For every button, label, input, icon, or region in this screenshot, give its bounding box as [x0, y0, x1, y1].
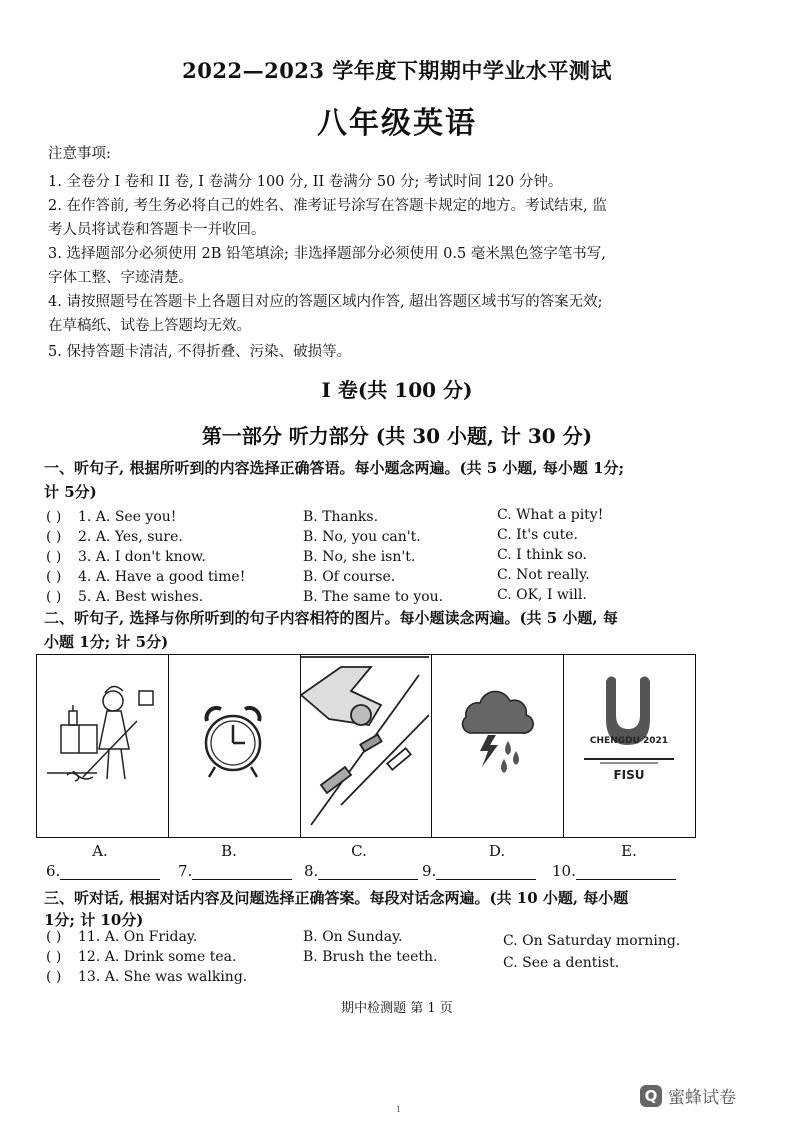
answer-blank-6[interactable]: 6.	[46, 862, 160, 880]
option-c: C. I think so.	[497, 547, 587, 563]
note-line: 字体工整、字迹清楚。	[48, 270, 193, 286]
option-c: C. OK, I will.	[497, 587, 587, 603]
logo-sub-text: FISU	[613, 768, 645, 782]
section2-instruction-cont: 小题 1分; 计 5分)	[44, 633, 169, 651]
option-b: B. On Sunday.	[303, 929, 403, 945]
picture-table	[36, 654, 696, 838]
option-a: 12. A. Drink some tea.	[78, 949, 237, 965]
answer-paren[interactable]: ( )	[46, 569, 62, 585]
option-b: B. Of course.	[303, 569, 396, 585]
note-line: 在草稿纸、试卷上答题均无效。	[48, 318, 251, 334]
section3-instruction-cont: 1分; 计 10分)	[44, 911, 144, 929]
option-b: B. The same to you.	[303, 589, 444, 605]
section2-instruction: 二、听句子, 选择与你所听到的句子内容相符的图片。每小题读念两遍。(共 5 小题, 每	[44, 609, 618, 627]
option-b: B. Thanks.	[303, 509, 379, 525]
option-a: 13. A. She was walking.	[78, 969, 248, 985]
watermark-text: 蜜蜂试卷	[668, 1088, 736, 1108]
answer-paren[interactable]: ( )	[46, 589, 62, 605]
answer-paren[interactable]: ( )	[46, 549, 62, 565]
option-c: C. See a dentist.	[503, 955, 620, 971]
picture-caption: E.	[621, 842, 637, 860]
option-b: B. Brush the teeth.	[303, 949, 438, 965]
picture-caption: B.	[221, 842, 237, 860]
option-a: 5. A. Best wishes.	[78, 589, 204, 605]
notes-heading: 注意事项:	[48, 146, 111, 162]
answer-blank-7[interactable]: 7.	[178, 862, 292, 880]
page-mark: 1	[396, 1105, 402, 1114]
hand-litter-icon	[301, 655, 429, 835]
exam-title: 2022—2023 学年度下期期中学业水平测试	[182, 58, 612, 83]
option-a: 1. A. See you!	[78, 509, 177, 525]
alarm-clock-icon	[169, 655, 297, 835]
universiade-logo	[564, 655, 694, 835]
picture-c[interactable]	[301, 655, 433, 837]
answer-blank-10[interactable]: 10.	[552, 862, 676, 880]
section1-instruction-cont: 计 5分)	[44, 483, 97, 501]
note-line: 1. 全卷分 I 卷和 II 卷, I 卷满分 100 分, II 卷满分 50 分; 考试时间 120 分钟。	[48, 174, 563, 190]
picture-caption: C.	[351, 842, 367, 860]
option-c: C. On Saturday morning.	[503, 933, 681, 949]
picture-caption: D.	[488, 842, 506, 860]
option-c: C. It's cute.	[497, 527, 578, 543]
picture-e[interactable]	[564, 655, 695, 837]
answer-paren[interactable]: ( )	[46, 509, 62, 525]
volume-heading: I 卷(共 100 分)	[321, 378, 473, 402]
answer-paren[interactable]: ( )	[46, 929, 62, 945]
note-line: 5. 保持答题卡清洁, 不得折叠、污染、破损等。	[48, 344, 352, 360]
girl-sweeping-icon	[37, 655, 165, 835]
bee-logo-icon: Q	[640, 1085, 662, 1107]
part-heading: 第一部分 听力部分 (共 30 小题, 计 30 分)	[201, 424, 593, 448]
picture-caption: A.	[92, 842, 108, 860]
answer-paren[interactable]: ( )	[46, 969, 62, 985]
note-line: 考人员将试卷和答题卡一并收回。	[48, 222, 266, 238]
page-footer: 期中检测题 第 1 页	[341, 1001, 453, 1016]
note-line: 3. 选择题部分必须使用 2B 铅笔填涂; 非选择题部分必须使用 0.5 毫米黑色签字笔书写,	[48, 246, 606, 262]
logo-text: CHENGDU 2021	[590, 736, 669, 746]
exam-subject: 八年级英语	[317, 106, 477, 141]
option-a: 11. A. On Friday.	[78, 929, 198, 945]
option-a: 3. A. I don't know.	[78, 549, 206, 565]
watermark	[640, 1083, 736, 1108]
option-a: 4. A. Have a good time!	[78, 569, 246, 585]
option-a: 2. A. Yes, sure.	[78, 529, 183, 545]
option-c: C. What a pity!	[497, 507, 604, 523]
option-b: B. No, you can't.	[303, 529, 421, 545]
answer-blank-9[interactable]: 9.	[422, 862, 536, 880]
picture-a[interactable]	[37, 655, 169, 837]
note-line: 2. 在作答前, 考生务必将自己的姓名、准考证号涂写在答题卡规定的地方。考试结束, 监	[48, 198, 607, 214]
section1-instruction: 一、听句子, 根据所听到的内容选择正确答语。每小题念两遍。(共 5 小题, 每小题 1分;	[44, 459, 625, 477]
option-b: B. No, she isn't.	[303, 549, 416, 565]
answer-paren[interactable]: ( )	[46, 949, 62, 965]
picture-d[interactable]	[432, 655, 564, 837]
answer-paren[interactable]: ( )	[46, 529, 62, 545]
note-line: 4. 请按照题号在答题卡上各题目对应的答题区域内作答, 超出答题区域书写的答案无效;	[48, 294, 603, 310]
thunderstorm-icon	[432, 655, 560, 835]
section3-instruction: 三、听对话, 根据对话内容及问题选择正确答案。每段对话念两遍。(共 10 小题, 每小题	[44, 889, 629, 907]
answer-blank-8[interactable]: 8.	[304, 862, 418, 880]
option-c: C. Not really.	[497, 567, 590, 583]
picture-b[interactable]	[169, 655, 301, 837]
